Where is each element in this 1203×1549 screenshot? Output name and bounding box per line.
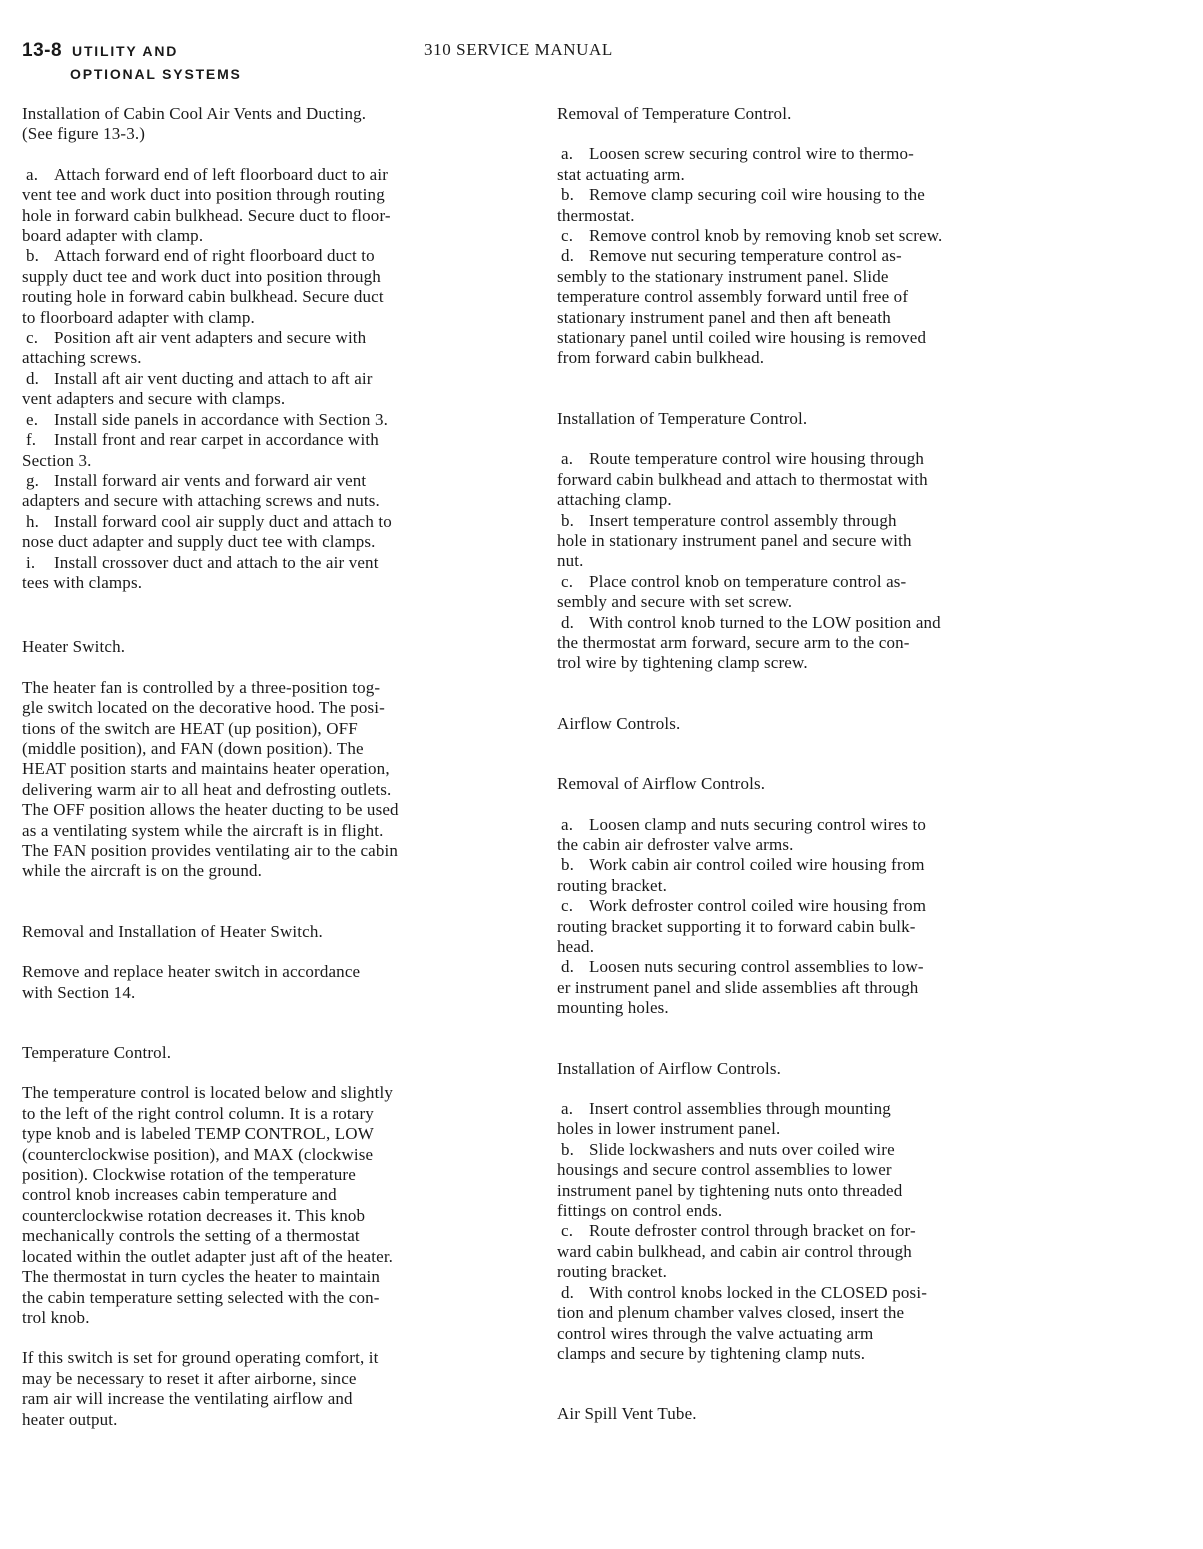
- step-first-line: [22, 165, 522, 185]
- heading-heater-switch: Heater Switch.: [22, 637, 126, 657]
- text-line: HEAT position starts and maintains heater operation,: [22, 759, 390, 779]
- step-letter: d.: [561, 957, 575, 977]
- step-first-line: [557, 1221, 1062, 1241]
- text-line: ram air will increase the ventilating airflow and: [22, 1389, 353, 1409]
- step-text: Slide lockwashers and nuts over coiled wire: [589, 1139, 895, 1159]
- step-first-line: [557, 246, 1062, 266]
- step-continuation-line: instrument panel by tightening nuts onto threaded: [557, 1180, 903, 1200]
- step-text: Install forward cool air supply duct and attach to: [54, 511, 392, 531]
- procedure-step: [22, 471, 522, 512]
- procedure-step: [557, 1221, 1062, 1282]
- step-first-line: [557, 144, 1062, 164]
- step-continuation-line: attaching screws.: [22, 348, 142, 368]
- procedure-step: [557, 1099, 1062, 1140]
- step-text: Install crossover duct and attach to the air vent: [54, 552, 379, 572]
- procedure-step: [557, 815, 1062, 856]
- procedure-step: [22, 430, 522, 471]
- figure-reference: (See figure 13-3.): [22, 124, 146, 144]
- step-continuation-line: hole in stationary instrument panel and secure with: [557, 530, 912, 550]
- procedure-step: [557, 449, 1062, 510]
- text-line: The temperature control is located below and slightly: [22, 1083, 393, 1103]
- step-continuation-line: routing bracket.: [557, 1262, 668, 1282]
- heater-switch-removal-text: [22, 962, 522, 1003]
- heading-airflow-removal: Removal of Airflow Controls.: [557, 774, 766, 794]
- step-text: Remove clamp securing coil wire housing to the: [589, 185, 925, 205]
- procedure-step: [557, 511, 1062, 572]
- step-letter: a.: [561, 1099, 574, 1119]
- step-first-line: [557, 1140, 1062, 1160]
- procedure-step: [22, 328, 522, 369]
- step-text: Remove nut securing temperature control as-: [589, 246, 902, 266]
- step-continuation-line: vent tee and work duct into position through routing: [22, 185, 385, 205]
- step-first-line: [22, 430, 522, 450]
- step-text: Install front and rear carpet in accordance with: [54, 430, 379, 450]
- step-continuation-line: fittings on control ends.: [557, 1201, 723, 1221]
- step-continuation-line: sembly and secure with set screw.: [557, 592, 793, 612]
- step-first-line: [557, 572, 1062, 592]
- airflow-install-steps: [557, 1099, 1062, 1364]
- heading-cool-air-install: Installation of Cabin Cool Air Vents and Ducting.: [22, 104, 367, 123]
- step-continuation-line: to floorboard adapter with clamp.: [22, 307, 255, 327]
- step-continuation-line: er instrument panel and slide assemblies aft through: [557, 977, 919, 997]
- text-line: Remove and replace heater switch in accordance: [22, 962, 361, 982]
- step-continuation-line: mounting holes.: [557, 998, 669, 1018]
- text-line: control knob increases cabin temperature and: [22, 1185, 337, 1205]
- step-letter: b.: [561, 185, 575, 205]
- step-text: Attach forward end of left floorboard duct to air: [54, 164, 389, 184]
- step-letter: a.: [561, 814, 574, 834]
- step-continuation-line: vent adapters and secure with clamps.: [22, 389, 286, 409]
- procedure-step: [22, 410, 522, 430]
- temp-removal-steps: [557, 144, 1062, 368]
- text-line: with Section 14.: [22, 982, 136, 1002]
- step-first-line: [22, 369, 522, 389]
- step-text: Work defroster control coiled wire housing from: [589, 896, 927, 916]
- procedure-step: [557, 1140, 1062, 1222]
- step-continuation-line: housings and secure control assemblies to lower: [557, 1160, 892, 1180]
- step-continuation-line: forward cabin bulkhead and attach to thermostat with: [557, 469, 928, 489]
- step-letter: c.: [561, 571, 574, 591]
- text-line: may be necessary to reset it after airborne, since: [22, 1368, 357, 1388]
- step-continuation-line: hole in forward cabin bulkhead. Secure duct to floor-: [22, 205, 391, 225]
- step-continuation-line: nose duct adapter and supply duct tee with clamps.: [22, 532, 376, 552]
- procedure-step: [22, 246, 522, 328]
- text-line: gle switch located on the decorative hood. The posi-: [22, 698, 385, 718]
- step-continuation-line: stationary instrument panel and then aft beneath: [557, 307, 891, 327]
- step-first-line: [557, 855, 1062, 875]
- step-letter: d.: [561, 612, 575, 632]
- step-first-line: [557, 185, 1062, 205]
- step-continuation-line: stationary panel until coiled wire housing is removed: [557, 328, 927, 348]
- text-line: located within the outlet adapter just aft of the heater.: [22, 1246, 394, 1266]
- step-continuation-line: thermostat.: [557, 205, 635, 225]
- step-continuation-line: routing bracket.: [557, 875, 668, 895]
- step-text: With control knobs locked in the CLOSED posi-: [589, 1282, 928, 1302]
- step-continuation-line: from forward cabin bulkhead.: [557, 348, 765, 368]
- heading-temp-control-install: Installation of Temperature Control.: [557, 408, 808, 428]
- step-continuation-line: tion and plenum chamber valves closed, insert the: [557, 1303, 905, 1323]
- step-letter: b.: [561, 510, 575, 530]
- step-first-line: [557, 449, 1062, 469]
- temperature-control-note: [22, 1348, 522, 1430]
- step-letter: c.: [561, 896, 574, 916]
- step-text: With control knob turned to the LOW position and: [589, 612, 941, 632]
- step-text: Attach forward end of right floorboard duct to: [54, 246, 375, 266]
- text-line: The OFF position allows the heater ducting to be used: [22, 800, 399, 820]
- procedure-step: [557, 572, 1062, 613]
- procedure-step: [557, 855, 1062, 896]
- temp-install-steps: [557, 449, 1062, 673]
- text-line: the cabin temperature setting selected with the con-: [22, 1287, 380, 1307]
- step-text: Route defroster control through bracket on for-: [589, 1221, 916, 1241]
- step-letter: d.: [561, 246, 575, 266]
- text-line: position). Clockwise rotation of the temperature: [22, 1165, 356, 1185]
- heading-air-spill-vent-tube: Air Spill Vent Tube.: [557, 1404, 697, 1424]
- step-first-line: [22, 246, 522, 266]
- step-first-line: [22, 410, 522, 430]
- procedure-step: [22, 369, 522, 410]
- procedure-step: [557, 185, 1062, 226]
- step-first-line: [557, 896, 1062, 916]
- step-letter: c.: [26, 328, 39, 348]
- step-text: Install aft air vent ducting and attach to aft air: [54, 368, 373, 388]
- step-text: Loosen clamp and nuts securing control wires to: [589, 814, 927, 834]
- step-continuation-line: ward cabin bulkhead, and cabin air control through: [557, 1241, 912, 1261]
- step-text: Work cabin air control coiled wire housing from: [589, 855, 925, 875]
- procedure-step: [22, 512, 522, 553]
- step-letter: b.: [561, 1139, 575, 1159]
- step-text: Insert control assemblies through mounting: [589, 1099, 891, 1119]
- step-text: Insert temperature control assembly through: [589, 510, 897, 530]
- step-text: Place control knob on temperature control as-: [589, 571, 907, 591]
- step-letter: a.: [561, 144, 574, 164]
- text-line: type knob and is labeled TEMP CONTROL, LOW: [22, 1124, 374, 1144]
- airflow-removal-steps: [557, 815, 1062, 1019]
- step-continuation-line: supply duct tee and work duct into position through: [22, 266, 381, 286]
- section-title-line2: OPTIONAL SYSTEMS: [70, 66, 242, 82]
- page-number: 13-8: [22, 40, 63, 61]
- step-first-line: [557, 1283, 1062, 1303]
- step-letter: g.: [26, 470, 40, 490]
- step-first-line: [22, 512, 522, 532]
- step-continuation-line: routing hole in forward cabin bulkhead. Secure duct: [22, 287, 384, 307]
- step-letter: b.: [561, 855, 575, 875]
- step-continuation-line: nut.: [557, 551, 584, 571]
- procedure-step: [557, 613, 1062, 674]
- step-text: Route temperature control wire housing through: [589, 449, 925, 469]
- text-line: as a ventilating system while the aircraft is in flight.: [22, 820, 384, 840]
- step-letter: e.: [26, 409, 39, 429]
- step-first-line: [557, 226, 1062, 246]
- right-column: [557, 104, 1062, 1425]
- step-text: Install side panels in accordance with Section 3.: [54, 409, 389, 429]
- step-continuation-line: sembly to the stationary instrument panel. Slide: [557, 266, 889, 286]
- heading-temp-control-removal: Removal of Temperature Control.: [557, 104, 792, 123]
- manual-title: 310 SERVICE MANUAL: [424, 40, 613, 59]
- step-continuation-line: temperature control assembly forward until free of: [557, 287, 909, 307]
- left-column: [22, 104, 522, 1430]
- step-first-line: [557, 815, 1062, 835]
- text-line: mechanically controls the setting of a thermostat: [22, 1226, 360, 1246]
- step-first-line: [22, 471, 522, 491]
- text-line: The FAN position provides ventilating air to the cabin: [22, 841, 399, 860]
- procedure-step: [557, 957, 1062, 1018]
- section-title-line1: UTILITY AND: [72, 43, 179, 59]
- step-continuation-line: head.: [557, 937, 595, 956]
- text-line: delivering warm air to all heat and defrosting outlets.: [22, 779, 392, 799]
- step-continuation-line: trol wire by tightening clamp screw.: [557, 653, 808, 673]
- text-line: (counterclockwise position), and MAX (clockwise: [22, 1144, 374, 1164]
- step-continuation-line: control wires through the valve actuating arm: [557, 1323, 874, 1343]
- step-continuation-line: routing bracket supporting it to forward cabin bulk-: [557, 916, 916, 936]
- step-first-line: [22, 328, 522, 348]
- procedure-step: [557, 144, 1062, 185]
- step-first-line: [557, 613, 1062, 633]
- heading-airflow-install: Installation of Airflow Controls.: [557, 1058, 782, 1078]
- heading-temperature-control: Temperature Control.: [22, 1043, 172, 1063]
- step-continuation-line: the thermostat arm forward, secure arm to the con-: [557, 632, 910, 652]
- text-line: The thermostat in turn cycles the heater to maintain: [22, 1267, 381, 1287]
- step-continuation-line: clamps and secure by tightening clamp nuts.: [557, 1343, 866, 1363]
- text-line: (middle position), and FAN (down position). The: [22, 738, 364, 758]
- cool-air-steps: [22, 165, 522, 594]
- step-continuation-line: the cabin air defroster valve arms.: [557, 834, 794, 854]
- step-letter: a.: [26, 164, 39, 184]
- step-continuation-line: holes in lower instrument panel.: [557, 1119, 781, 1139]
- step-letter: f.: [26, 430, 37, 450]
- step-text: Loosen screw securing control wire to thermo-: [589, 144, 914, 164]
- step-first-line: [22, 553, 522, 573]
- text-line: If this switch is set for ground operating comfort, it: [22, 1348, 379, 1368]
- step-continuation-line: board adapter with clamp.: [22, 226, 204, 246]
- heading-heater-switch-removal-install: Removal and Installation of Heater Switch.: [22, 921, 323, 941]
- step-continuation-line: attaching clamp.: [557, 490, 672, 510]
- step-text: Position aft air vent adapters and secure with: [54, 328, 367, 348]
- text-line: while the aircraft is on the ground.: [22, 861, 263, 881]
- step-first-line: [557, 957, 1062, 977]
- step-first-line: [557, 511, 1062, 531]
- step-letter: d.: [26, 368, 40, 388]
- step-letter: a.: [561, 449, 574, 469]
- procedure-step: [22, 553, 522, 594]
- step-letter: b.: [26, 246, 40, 266]
- step-text: Remove control knob by removing knob set screw.: [589, 226, 943, 246]
- procedure-step: [557, 1283, 1062, 1365]
- step-continuation-line: stat actuating arm.: [557, 164, 685, 184]
- heading-airflow-controls: Airflow Controls.: [557, 713, 681, 733]
- temperature-control-description: [22, 1083, 522, 1328]
- procedure-step: [557, 246, 1062, 368]
- step-letter: d.: [561, 1282, 575, 1302]
- procedure-step: [557, 226, 1062, 246]
- step-letter: i.: [26, 552, 36, 572]
- heater-switch-description: [22, 678, 522, 882]
- text-line: counterclockwise rotation decreases it. This knob: [22, 1205, 366, 1225]
- step-letter: c.: [561, 1221, 574, 1241]
- step-continuation-line: adapters and secure with attaching screws and nuts.: [22, 491, 380, 511]
- text-line: tions of the switch are HEAT (up position), OFF: [22, 718, 358, 738]
- text-line: heater output.: [22, 1409, 118, 1429]
- text-line: to the left of the right control column. It is a rotary: [22, 1103, 374, 1123]
- step-continuation-line: tees with clamps.: [22, 572, 143, 592]
- step-text: Install forward air vents and forward air vent: [54, 470, 367, 490]
- text-line: trol knob.: [22, 1307, 90, 1327]
- procedure-step: [22, 165, 522, 247]
- step-text: Loosen nuts securing control assemblies to low-: [589, 957, 924, 977]
- page-header-left: [22, 40, 242, 85]
- procedure-step: [557, 896, 1062, 957]
- step-continuation-line: Section 3.: [22, 450, 92, 470]
- text-line: The heater fan is controlled by a three-position tog-: [22, 677, 381, 697]
- step-first-line: [557, 1099, 1062, 1119]
- step-letter: c.: [561, 226, 574, 246]
- step-letter: h.: [26, 511, 40, 531]
